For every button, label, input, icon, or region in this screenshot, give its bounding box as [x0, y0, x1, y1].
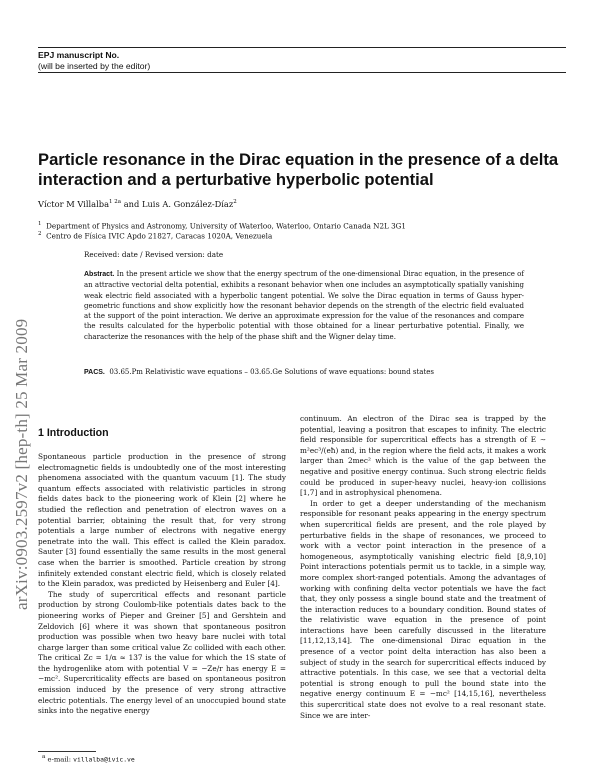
- arxiv-stamp: arXiv:0903.2597v2 [hep-th] 25 Mar 2009: [12, 318, 31, 610]
- author-2-affiliation-mark: 2: [233, 199, 237, 206]
- editor-note: (will be inserted by the editor): [38, 61, 151, 71]
- footnote-email: villalba@ivic.ve: [73, 755, 135, 764]
- received-date: Received: date / Revised version: date: [84, 250, 224, 259]
- author-name-2: and Luis A. González-Díaz: [121, 199, 234, 209]
- pacs-label: PACS.: [84, 369, 105, 376]
- author-line: [38, 199, 237, 209]
- abstract: [84, 269, 524, 342]
- pacs-text: 03.65.Pm Relativistic wave equations – 03.65.Ge Solutions of wave equations: bound states: [109, 368, 435, 376]
- right-column: [300, 414, 546, 776]
- abstract-label: Abstract.: [84, 271, 115, 278]
- paragraph: The study of supercritical effects and resonant particle production by strong Coulomb-like potentials dates back to the pioneering works of Pieper and Greiner [5] and Gershtein and Zeldovich [6] where it was shown that spontaneous positron production was possible when two heavy bare nuclei with total charge larger than some critical value Zc collided with each other. The critical Zc = 1/α ≈ 137 is the value for which the 1S state of the hydrogenlike atom with potential V = −Ze/r has energy E = −mc². Supercriticality effects are based on spontaneous positron emission induced by the presence of very strong attractive electric potentials. The energy level of an unoccupied bound state sinks into the negative energy: [38, 589, 286, 716]
- author-name-1: Víctor M Villalba: [38, 199, 110, 209]
- left-column: [38, 452, 286, 742]
- pacs-line: [84, 368, 434, 376]
- section-heading-introduction: 1 Introduction: [38, 427, 109, 439]
- affiliation-1-text: Department of Physics and Astronomy, University of Waterloo, Waterloo, Ontario Canada N2L 3G1: [46, 221, 406, 231]
- footnote: [42, 754, 135, 763]
- footnote-rule: [38, 751, 96, 752]
- affiliation-1-number: 1: [38, 221, 42, 227]
- abstract-text: In the present article we show that the energy spectrum of the one-dimensional Dirac equation, in the presence of an attractive vectorial delta potential, exhibits a resonant behavior when one includes an asymptotically spatially vanishing weak electric field associated with a hyperbolic tangent potential. We solve the Dirac equation in terms of Gauss hyper-geometric functions and show explicitly how the resonant behavior depends on the strength of the electric field evaluated at the support of the point interaction. We derive an approximate expression for the value of the resonances and compare the results calculated for the hyperbolic potential with those obtained for a linear perturbative potential. Finally, we characterize the resonances with the help of the phase shift and the Wigner delay time.: [84, 270, 524, 341]
- paragraph: Spontaneous particle production in the presence of strong electromagnetic fields is undoubtedly one of the most interesting phenomena associated with the quantum vacuum [1]. The study quantum effects associated with relativistic particles in strong fields dates back to the pioneering work of Klein [2] where he studied the reflection and penetration of electron waves on a potential barrier, obtaining the result that, for very strong potentials a large number of electrons with negative energy penetrate into the wall. This effect is called the Klein paradox. Sauter [3] found essentially the same results in the most general case when the barrier is smoothed. Particle creation by strong infinitely extended constant electric field, which is closely related to the Klein paradox, was predicted by Heisenberg and Euler [4].: [38, 452, 286, 589]
- footnote-label: e-mail:: [47, 755, 74, 764]
- author-1-affiliation-marks: 1 2a: [109, 199, 122, 206]
- affiliation-2: [38, 229, 272, 241]
- affiliation-2-number: 2: [38, 231, 42, 237]
- affiliation-2-text: Centro de Física IVIC Apdo 21827, Caracas 1020A, Venezuela: [46, 231, 273, 241]
- paper-title: Particle resonance in the Dirac equation in the presence of a delta interaction and a perturbative hyperbolic potential: [38, 150, 559, 189]
- journal-header-box: [38, 47, 566, 73]
- footnote-marker: a: [42, 754, 46, 760]
- paragraph: In order to get a deeper understanding of the mechanism responsible for resonant peaks appearing in the energy spectrum when supercritical fields are present, and the role played by perturbative fields in the shape of resonances, we proceed to work with a vector point interaction in the presence of a homogeneous, asymptotically vanishing electric field [8,9,10] Point interactions potentials permit us to tackle, in a simple way, more complex short-ranged potentials. Among the advantages of working with confining delta vector potentials we have the fact that, they only possess a single bound state and the treatment of the interaction reduces to a boundary condition. Bound states of the relativistic wave equation in the presence of point interactions have been carefully discussed in the literature [11,12,13,14]. The one-dimensional Dirac equation in the presence of a vector point delta interaction has also been a subject of study in the search for supercritical effects induced by attractive potentials. In this case, we see that a vectorial delta potential is strong enough to pull the bound state into the negative energy continuum E = −mc² [14,15,16], nevertheless this supercritical state does not evolve to a real resonant state. Since we are inter-: [300, 498, 546, 720]
- manuscript-label: EPJ manuscript No.: [38, 50, 120, 60]
- paragraph: continuum. An electron of the Dirac sea is trapped by the potential, leaving a positron that escapes to infinity. The electric field responsible for supercritical effects has a strength of E ∼ m²ec³/(eħ) and, in the region where the field acts, it makes a work larger than 2mec² which is the value of the gap between the negative and positive energy continua. Such strong electric fields could be produced in super-heavy nuclei, heavy-ion collisions [1,7] and in astrophysical phenomena.: [300, 414, 546, 498]
